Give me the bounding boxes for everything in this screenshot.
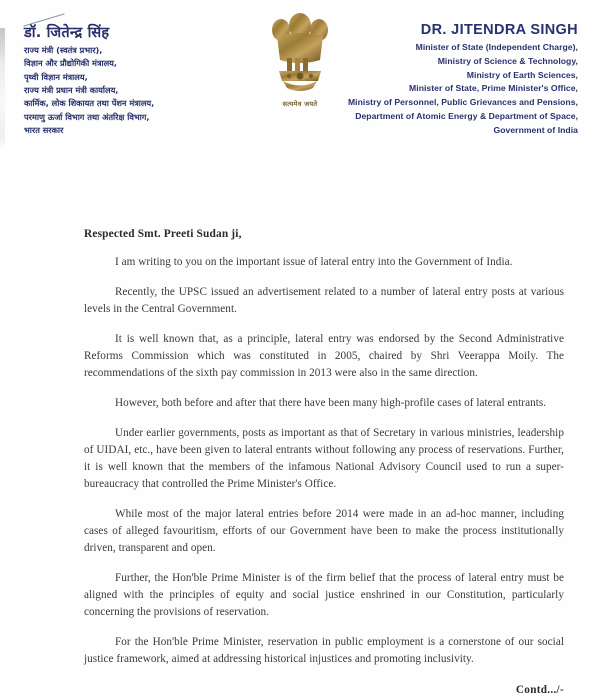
continuation-note: Contd.../- xyxy=(515,684,564,697)
letterhead-english-line: Ministry of Science & Technology, xyxy=(437,55,578,66)
letter-paragraph: I am writing to you on the important issue of lateral entry into the Government of India. xyxy=(115,256,513,268)
letter-paragraph: Under earlier governments, posts as important as that of Secretary in various ministries, leadership of UIDAI, etc., have been given to lateral entrants without following any process of reservations. Further, it is well known that the members of the infamous National Advisory Council used to run a super-bureaucracy that controlled the Prime Minister's Office. xyxy=(84,427,564,491)
letterhead-english-name: DR. JITENDRA SINGH xyxy=(420,22,578,38)
salutation: Respected Smt. Preeti Sudan ji, xyxy=(84,228,242,240)
letter-paragraph: While most of the major lateral entries before 2014 were made in an ad-hoc manner, including cases of alleged favouritism, efforts of our Government have been to make the process institutionally driven, transparent and open. xyxy=(84,508,564,555)
letterhead-english-line: Minister of State (Independent Charge), xyxy=(415,42,578,52)
letterhead-hindi-line: कार्मिक, लोक शिकायत तथा पेंशन मंत्रालय, xyxy=(24,98,155,109)
letter-body xyxy=(84,228,564,696)
letterhead-hindi-line: राज्य मंत्री (स्वतंत्र प्रभार), xyxy=(24,45,103,56)
letterhead-english-line: Department of Atomic Energy & Department of Space, xyxy=(355,110,578,121)
letterhead-hindi-line: राज्य मंत्री प्रधान मंत्री कार्यालय, xyxy=(24,84,119,95)
letterhead-english-line: Ministry of Personnel, Public Grievances and Pensions, xyxy=(347,97,578,107)
letter-paragraph: It is well known that, as a principle, lateral entry was endorsed by the Second Administrative Reforms Commission which was constituted in 2005, chaired by Shri Veerappa Moily. The recommendations of the sixth pay commission in 2013 were also in the same direction. xyxy=(84,333,564,380)
emblem-motto: सत्यमेव जयते xyxy=(282,100,318,108)
letterhead-hindi-line: विज्ञान और प्रौद्योगिकी मंत्रालय, xyxy=(24,58,118,69)
letterhead-hindi-block xyxy=(24,24,224,137)
letter-paragraph: For the Hon'ble Prime Minister, reservation in public employment is a cornerstone of our social justice framework, aimed at addressing historical injustices and promoting inclusivity. xyxy=(84,636,564,666)
letter-paragraph: Recently, the UPSC issued an advertisement related to a number of lateral entry posts at various levels in the Central Government. xyxy=(84,286,564,316)
letterhead-english-block xyxy=(258,22,578,137)
letterhead-hindi-line: भारत सरकार xyxy=(24,124,64,135)
letterhead-hindi-name: डॉ. जितेन्द्र सिंह xyxy=(24,25,110,41)
letterhead-hindi-line: परमाणु ऊर्जा विभाग तथा अंतरिक्ष विभाग, xyxy=(24,111,150,122)
letter-paragraph: However, both before and after that there have been many high-profile cases of lateral entrants. xyxy=(115,397,547,410)
letterhead xyxy=(0,0,600,140)
letterhead-english-line: Government of India xyxy=(493,124,578,135)
letterhead-hindi-line: पृथ्वी विज्ञान मंत्रालय, xyxy=(24,71,88,82)
letter-paragraph: Further, the Hon'ble Prime Minister is of the firm belief that the process of lateral entry must be aligned with the principles of equity and social justice enshrined in our Constitution, particularly concerning the provisions of reservation. xyxy=(84,572,564,619)
letterhead-english-line: Minister of State, Prime Minister's Office, xyxy=(409,83,578,94)
letterhead-english-line: Ministry of Earth Sciences, xyxy=(466,69,578,80)
